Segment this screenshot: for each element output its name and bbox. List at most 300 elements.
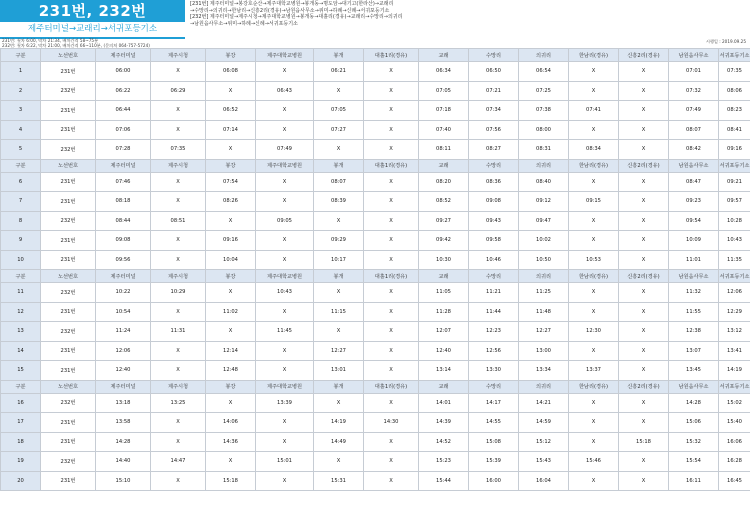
row-number: 8 bbox=[1, 211, 41, 231]
time-cell: 10:28 bbox=[719, 211, 750, 231]
time-cell: 08:07 bbox=[669, 120, 719, 140]
time-cell: X bbox=[206, 393, 256, 413]
time-cell: 12:23 bbox=[469, 322, 519, 342]
row-number: 3 bbox=[1, 101, 41, 121]
time-cell: X bbox=[619, 62, 669, 82]
time-cell: 07:49 bbox=[256, 140, 314, 160]
time-cell: 14:17 bbox=[469, 393, 519, 413]
time-cell: 06:08 bbox=[206, 62, 256, 82]
column-header: 대흘1리(경유) bbox=[364, 159, 419, 172]
time-cell: 13:30 bbox=[469, 361, 519, 381]
time-cell: 13:07 bbox=[669, 341, 719, 361]
column-header: 한남리(경유) bbox=[569, 159, 619, 172]
time-cell: 11:35 bbox=[719, 250, 750, 270]
time-cell: 07:35 bbox=[151, 140, 206, 160]
row-number: 19 bbox=[1, 452, 41, 472]
time-cell: 09:08 bbox=[96, 231, 151, 251]
time-cell: X bbox=[314, 393, 364, 413]
time-cell: 07:06 bbox=[96, 120, 151, 140]
time-cell: 08:51 bbox=[151, 211, 206, 231]
time-cell: 08:20 bbox=[419, 172, 469, 192]
time-cell: 14:01 bbox=[419, 393, 469, 413]
time-cell: 06:34 bbox=[419, 62, 469, 82]
time-cell: 232번 bbox=[41, 140, 96, 160]
time-cell: 11:55 bbox=[669, 302, 719, 322]
column-header: 제주시청 bbox=[151, 159, 206, 172]
column-header: 교래 bbox=[419, 159, 469, 172]
column-header: 서귀포등기소 bbox=[719, 380, 750, 393]
table-row bbox=[1, 302, 750, 322]
time-cell: X bbox=[569, 393, 619, 413]
time-cell: 15:54 bbox=[669, 452, 719, 472]
time-cell: 232번 bbox=[41, 393, 96, 413]
time-cell: 10:53 bbox=[569, 250, 619, 270]
time-cell: 14:47 bbox=[151, 452, 206, 472]
time-cell: 15:44 bbox=[419, 471, 469, 491]
time-cell: X bbox=[256, 120, 314, 140]
column-header: 대흘1리(경유) bbox=[364, 49, 419, 62]
time-cell: 07:05 bbox=[314, 101, 364, 121]
time-cell: X bbox=[364, 322, 419, 342]
time-cell: 12:56 bbox=[469, 341, 519, 361]
time-cell: 12:38 bbox=[669, 322, 719, 342]
time-cell: 11:02 bbox=[206, 302, 256, 322]
time-cell: X bbox=[151, 302, 206, 322]
time-cell: X bbox=[256, 101, 314, 121]
column-header: 서귀포등기소 bbox=[719, 49, 750, 62]
time-cell: 16:28 bbox=[719, 452, 750, 472]
route-desc-line: [232번] 제주터미널→제주시청→제주대학교병원→봉개동→대흘리(경유)→교래리→수망리→의귀리 bbox=[190, 14, 403, 20]
time-cell: 15:06 bbox=[669, 413, 719, 433]
time-cell: 10:17 bbox=[314, 250, 364, 270]
time-cell: X bbox=[619, 322, 669, 342]
row-number: 20 bbox=[1, 471, 41, 491]
time-cell: 231번 bbox=[41, 341, 96, 361]
time-cell: X bbox=[256, 341, 314, 361]
time-cell: 15:32 bbox=[669, 432, 719, 452]
column-header: 남원읍사무소 bbox=[669, 380, 719, 393]
time-cell: X bbox=[569, 81, 619, 101]
route-desc-line: [231번] 제주터미널→봉강호순산→제주대학교병원→봉개동→명도암→대기고(한라산)→교래리 bbox=[190, 1, 394, 7]
row-number: 6 bbox=[1, 172, 41, 192]
time-cell: 07:54 bbox=[206, 172, 256, 192]
time-cell: X bbox=[619, 361, 669, 381]
time-cell: 09:43 bbox=[469, 211, 519, 231]
time-cell: X bbox=[364, 341, 419, 361]
column-header: 대흘1리(경유) bbox=[364, 270, 419, 283]
time-cell: X bbox=[619, 452, 669, 472]
time-cell: 13:34 bbox=[519, 361, 569, 381]
time-cell: X bbox=[256, 172, 314, 192]
time-cell: 13:25 bbox=[151, 393, 206, 413]
time-cell: 13:37 bbox=[569, 361, 619, 381]
time-cell: 15:18 bbox=[206, 471, 256, 491]
time-cell: 11:21 bbox=[469, 283, 519, 303]
row-number: 4 bbox=[1, 120, 41, 140]
time-cell: 11:15 bbox=[314, 302, 364, 322]
table-row bbox=[1, 192, 750, 212]
column-header: 노선번호 bbox=[41, 49, 96, 62]
table-row bbox=[1, 120, 750, 140]
time-cell: X bbox=[256, 250, 314, 270]
time-cell: X bbox=[364, 120, 419, 140]
column-header: 남원읍사무소 bbox=[669, 49, 719, 62]
column-header: 제주시청 bbox=[151, 380, 206, 393]
time-cell: X bbox=[569, 432, 619, 452]
time-cell: X bbox=[206, 81, 256, 101]
note-line: 232번: 첫차 6:22, 막차 21:00, 배차간격 66~110분, (문의처 064-757-5724) bbox=[2, 43, 150, 48]
table-row bbox=[1, 322, 750, 342]
time-cell: 231번 bbox=[41, 62, 96, 82]
table-row bbox=[1, 62, 750, 82]
time-cell: 15:39 bbox=[469, 452, 519, 472]
time-cell: X bbox=[619, 101, 669, 121]
time-cell: 14:28 bbox=[96, 432, 151, 452]
table-row bbox=[1, 341, 750, 361]
column-header: 교래 bbox=[419, 49, 469, 62]
column-header: 서귀포등기소 bbox=[719, 159, 750, 172]
time-cell: X bbox=[151, 361, 206, 381]
column-header-row bbox=[1, 49, 750, 62]
column-header: 봉강 bbox=[206, 159, 256, 172]
column-header: 교래 bbox=[419, 380, 469, 393]
time-cell: 11:32 bbox=[669, 283, 719, 303]
time-cell: 07:35 bbox=[719, 62, 750, 82]
column-header: 봉강 bbox=[206, 270, 256, 283]
time-cell: 08:41 bbox=[719, 120, 750, 140]
time-cell: 13:14 bbox=[419, 361, 469, 381]
time-cell: 11:48 bbox=[519, 302, 569, 322]
time-cell: 08:34 bbox=[569, 140, 619, 160]
column-header: 제주대학교병원 bbox=[256, 49, 314, 62]
time-cell: X bbox=[569, 341, 619, 361]
time-cell: 10:04 bbox=[206, 250, 256, 270]
time-cell: 12:40 bbox=[96, 361, 151, 381]
time-cell: 15:40 bbox=[719, 413, 750, 433]
time-cell: 09:16 bbox=[206, 231, 256, 251]
time-cell: X bbox=[364, 361, 419, 381]
time-cell: 13:58 bbox=[96, 413, 151, 433]
time-cell: 13:12 bbox=[719, 322, 750, 342]
note-line: 231번: 첫차 6:00, 막차 21:34, 배차간격 58~75분 bbox=[2, 38, 99, 43]
time-cell: X bbox=[364, 172, 419, 192]
column-header: 구분 bbox=[1, 380, 41, 393]
column-header: 한남리(경유) bbox=[569, 380, 619, 393]
time-cell: 12:07 bbox=[419, 322, 469, 342]
time-cell: 16:45 bbox=[719, 471, 750, 491]
time-cell: 07:38 bbox=[519, 101, 569, 121]
time-cell: 07:28 bbox=[96, 140, 151, 160]
time-cell: 09:16 bbox=[719, 140, 750, 160]
time-cell: 10:46 bbox=[469, 250, 519, 270]
time-cell: X bbox=[569, 120, 619, 140]
column-header: 신흥2리(경유) bbox=[619, 380, 669, 393]
time-cell: X bbox=[151, 231, 206, 251]
time-cell: 07:49 bbox=[669, 101, 719, 121]
column-header-row bbox=[1, 380, 750, 393]
route-desc-line: →남원읍사무소→위미→하례→신례→서귀포등기소 bbox=[190, 20, 298, 27]
time-cell: X bbox=[256, 471, 314, 491]
time-cell: 08:00 bbox=[519, 120, 569, 140]
time-cell: 231번 bbox=[41, 361, 96, 381]
row-number: 9 bbox=[1, 231, 41, 251]
row-number: 18 bbox=[1, 432, 41, 452]
time-cell: 11:01 bbox=[669, 250, 719, 270]
time-cell: 10:22 bbox=[96, 283, 151, 303]
column-header: 봉개 bbox=[314, 49, 364, 62]
time-cell: X bbox=[569, 283, 619, 303]
time-cell: 13:39 bbox=[256, 393, 314, 413]
time-cell: 10:30 bbox=[419, 250, 469, 270]
time-cell: 07:21 bbox=[469, 81, 519, 101]
time-cell: 11:45 bbox=[256, 322, 314, 342]
time-cell: X bbox=[256, 361, 314, 381]
time-cell: 16:11 bbox=[669, 471, 719, 491]
time-cell: X bbox=[364, 302, 419, 322]
column-header: 의귀리 bbox=[519, 49, 569, 62]
time-cell: 08:18 bbox=[96, 192, 151, 212]
time-cell: X bbox=[364, 231, 419, 251]
row-number: 15 bbox=[1, 361, 41, 381]
time-cell: X bbox=[619, 211, 669, 231]
time-cell: 08:44 bbox=[96, 211, 151, 231]
route-subtitle: 제주터미널→교래리→서귀포등기소 bbox=[0, 22, 185, 39]
time-cell: X bbox=[569, 471, 619, 491]
column-header: 노선번호 bbox=[41, 159, 96, 172]
time-cell: X bbox=[151, 192, 206, 212]
time-cell: X bbox=[619, 192, 669, 212]
column-header: 봉개 bbox=[314, 380, 364, 393]
column-header: 제주터미널 bbox=[96, 159, 151, 172]
route-description bbox=[190, 1, 500, 27]
time-cell: X bbox=[256, 413, 314, 433]
row-number: 7 bbox=[1, 192, 41, 212]
time-cell: 231번 bbox=[41, 120, 96, 140]
column-header: 의귀리 bbox=[519, 159, 569, 172]
time-cell: 06:54 bbox=[519, 62, 569, 82]
column-header: 한남리(경유) bbox=[569, 49, 619, 62]
time-cell: X bbox=[151, 432, 206, 452]
time-cell: 09:42 bbox=[419, 231, 469, 251]
column-header-row bbox=[1, 159, 750, 172]
time-cell: X bbox=[364, 140, 419, 160]
column-header: 대흘1리(경유) bbox=[364, 380, 419, 393]
time-cell: 15:46 bbox=[569, 452, 619, 472]
page-header bbox=[0, 0, 750, 37]
time-cell: 06:43 bbox=[256, 81, 314, 101]
time-cell: 10:43 bbox=[719, 231, 750, 251]
time-cell: 16:04 bbox=[519, 471, 569, 491]
time-cell: X bbox=[256, 192, 314, 212]
column-header: 신흥2리(경유) bbox=[619, 49, 669, 62]
column-header: 서귀포등기소 bbox=[719, 270, 750, 283]
time-cell: X bbox=[364, 192, 419, 212]
row-number: 11 bbox=[1, 283, 41, 303]
time-cell: X bbox=[569, 172, 619, 192]
row-number: 13 bbox=[1, 322, 41, 342]
time-cell: X bbox=[619, 81, 669, 101]
time-cell: 231번 bbox=[41, 172, 96, 192]
time-cell: X bbox=[364, 452, 419, 472]
route-title: 231번, 232번 bbox=[0, 0, 185, 22]
time-cell: 231번 bbox=[41, 250, 96, 270]
time-cell: 14:28 bbox=[669, 393, 719, 413]
time-cell: X bbox=[314, 452, 364, 472]
time-cell: 09:21 bbox=[719, 172, 750, 192]
table-row bbox=[1, 81, 750, 101]
time-cell: 16:06 bbox=[719, 432, 750, 452]
time-cell: 11:28 bbox=[419, 302, 469, 322]
time-cell: 12:27 bbox=[314, 341, 364, 361]
time-cell: 08:06 bbox=[719, 81, 750, 101]
time-cell: 14:30 bbox=[364, 413, 419, 433]
time-cell: 231번 bbox=[41, 231, 96, 251]
time-cell: 09:29 bbox=[314, 231, 364, 251]
time-cell: 12:27 bbox=[519, 322, 569, 342]
time-cell: 10:02 bbox=[519, 231, 569, 251]
time-cell: X bbox=[151, 471, 206, 491]
time-cell: 10:09 bbox=[669, 231, 719, 251]
column-header: 제주시청 bbox=[151, 270, 206, 283]
time-cell: 13:41 bbox=[719, 341, 750, 361]
column-header-row bbox=[1, 270, 750, 283]
time-cell: X bbox=[619, 120, 669, 140]
time-cell: X bbox=[256, 302, 314, 322]
time-cell: 231번 bbox=[41, 101, 96, 121]
column-header: 제주터미널 bbox=[96, 49, 151, 62]
time-cell: 14:19 bbox=[719, 361, 750, 381]
table-row bbox=[1, 140, 750, 160]
time-cell: 08:23 bbox=[719, 101, 750, 121]
time-cell: 231번 bbox=[41, 192, 96, 212]
time-cell: 11:25 bbox=[519, 283, 569, 303]
column-header: 봉강 bbox=[206, 49, 256, 62]
table-row bbox=[1, 101, 750, 121]
time-cell: X bbox=[206, 211, 256, 231]
time-cell: 15:43 bbox=[519, 452, 569, 472]
time-cell: X bbox=[619, 393, 669, 413]
time-cell: X bbox=[619, 471, 669, 491]
column-header: 봉개 bbox=[314, 159, 364, 172]
time-cell: 09:47 bbox=[519, 211, 569, 231]
time-cell: 07:27 bbox=[314, 120, 364, 140]
column-header: 의귀리 bbox=[519, 380, 569, 393]
time-cell: 08:36 bbox=[469, 172, 519, 192]
time-cell: 09:58 bbox=[469, 231, 519, 251]
time-cell: 232번 bbox=[41, 283, 96, 303]
time-cell: 232번 bbox=[41, 322, 96, 342]
time-cell: X bbox=[151, 101, 206, 121]
time-cell: 14:21 bbox=[519, 393, 569, 413]
time-cell: 09:56 bbox=[96, 250, 151, 270]
column-header: 제주터미널 bbox=[96, 270, 151, 283]
table-row bbox=[1, 432, 750, 452]
time-cell: X bbox=[569, 302, 619, 322]
column-header: 노선번호 bbox=[41, 270, 96, 283]
time-cell: 10:43 bbox=[256, 283, 314, 303]
time-cell: 14:36 bbox=[206, 432, 256, 452]
column-header: 노선번호 bbox=[41, 380, 96, 393]
time-cell: 14:06 bbox=[206, 413, 256, 433]
time-cell: X bbox=[364, 81, 419, 101]
row-number: 5 bbox=[1, 140, 41, 160]
table-row bbox=[1, 393, 750, 413]
schedule-notes bbox=[0, 37, 750, 48]
time-cell: X bbox=[314, 322, 364, 342]
time-cell: 15:02 bbox=[719, 393, 750, 413]
time-cell: 07:18 bbox=[419, 101, 469, 121]
time-cell: 11:31 bbox=[151, 322, 206, 342]
time-cell: 09:12 bbox=[519, 192, 569, 212]
time-cell: 12:48 bbox=[206, 361, 256, 381]
time-cell: X bbox=[619, 283, 669, 303]
time-cell: X bbox=[256, 432, 314, 452]
time-cell: 08:26 bbox=[206, 192, 256, 212]
time-cell: X bbox=[151, 172, 206, 192]
time-cell: 15:18 bbox=[619, 432, 669, 452]
time-cell: 12:14 bbox=[206, 341, 256, 361]
time-cell: 12:06 bbox=[96, 341, 151, 361]
time-cell: 09:57 bbox=[719, 192, 750, 212]
column-header: 제주대학교병원 bbox=[256, 380, 314, 393]
time-cell: X bbox=[151, 250, 206, 270]
time-cell: 08:31 bbox=[519, 140, 569, 160]
column-header: 구분 bbox=[1, 270, 41, 283]
time-cell: 06:22 bbox=[96, 81, 151, 101]
time-cell: 15:23 bbox=[419, 452, 469, 472]
time-cell: 07:46 bbox=[96, 172, 151, 192]
row-number: 1 bbox=[1, 62, 41, 82]
time-cell: 15:10 bbox=[96, 471, 151, 491]
table-row bbox=[1, 231, 750, 251]
time-cell: 08:27 bbox=[469, 140, 519, 160]
time-cell: 07:34 bbox=[469, 101, 519, 121]
table-row bbox=[1, 413, 750, 433]
time-cell: X bbox=[151, 341, 206, 361]
time-cell: X bbox=[619, 172, 669, 192]
time-cell: 07:56 bbox=[469, 120, 519, 140]
time-cell: 07:05 bbox=[419, 81, 469, 101]
time-cell: X bbox=[314, 140, 364, 160]
column-header: 구분 bbox=[1, 159, 41, 172]
time-cell: X bbox=[619, 413, 669, 433]
route-desc-line: →수망리→의귀리→한남리→신흥2리(경유)→남원읍사무소→위미→하례→신례→서귀포등기소 bbox=[190, 7, 390, 14]
time-cell: 09:23 bbox=[669, 192, 719, 212]
table-row bbox=[1, 471, 750, 491]
time-cell: X bbox=[569, 211, 619, 231]
time-cell: 12:40 bbox=[419, 341, 469, 361]
time-cell: 12:30 bbox=[569, 322, 619, 342]
time-cell: 13:01 bbox=[314, 361, 364, 381]
time-cell: X bbox=[619, 341, 669, 361]
time-cell: 14:55 bbox=[469, 413, 519, 433]
time-cell: X bbox=[314, 81, 364, 101]
time-cell: 09:54 bbox=[669, 211, 719, 231]
time-cell: X bbox=[619, 302, 669, 322]
time-cell: 07:41 bbox=[569, 101, 619, 121]
time-cell: X bbox=[569, 231, 619, 251]
time-cell: 06:29 bbox=[151, 81, 206, 101]
time-cell: 231번 bbox=[41, 413, 96, 433]
time-cell: 231번 bbox=[41, 432, 96, 452]
time-cell: X bbox=[364, 250, 419, 270]
time-cell: X bbox=[619, 231, 669, 251]
time-cell: 231번 bbox=[41, 471, 96, 491]
column-header: 수망리 bbox=[469, 159, 519, 172]
time-cell: X bbox=[256, 62, 314, 82]
time-cell: X bbox=[256, 231, 314, 251]
time-cell: 14:52 bbox=[419, 432, 469, 452]
